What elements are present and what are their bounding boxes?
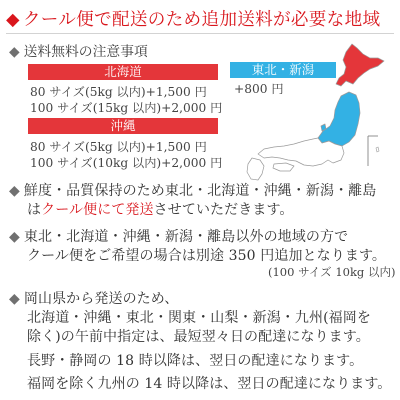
delivery-note-line2: 北海道・沖縄・東北・関東・山梨・新潟・九州(福岡を: [27, 310, 371, 326]
cool-delivery-highlight: クール便にて発送: [41, 202, 154, 218]
okinawa-badge: 沖縄: [28, 118, 218, 134]
diamond-bullet-icon: ◆: [9, 183, 20, 199]
delivery-note-line4: 長野・静岡の 18 時以降は、翌日の配達になります。: [27, 353, 364, 369]
delivery-note-line3: 除く)の午前中指定は、最短翌々日の配達になります。: [27, 329, 370, 345]
map-okinawa: [376, 147, 379, 152]
diamond-bullet-icon: ◆: [9, 229, 20, 245]
freshness-note-line2: はクール便にて発送させていただきます。: [27, 202, 294, 218]
map-kyushu: [247, 158, 264, 180]
delivery-note-line1: ◆ 岡山県から発送のため、: [9, 291, 179, 307]
map-honshu: [258, 138, 344, 166]
freshness-note-line1: ◆ 鮮度・品質保持のため東北・北海道・沖縄・新潟・離島: [9, 183, 377, 199]
map-tohoku-niigata: [318, 92, 360, 146]
tohoku-niigata-badge: 東北・新潟: [230, 62, 336, 78]
okinawa-rate-100: 100 サイズ(10kg 以内)+2,000 円: [30, 156, 223, 170]
page-title: [6, 6, 380, 31]
diamond-bullet-icon: ◆: [9, 291, 20, 307]
hokkaido-rate-100: 100 サイズ(15kg 以内)+2,000 円: [30, 101, 223, 115]
other-region-note-line2: クール便をご希望の場合は別途 350 円追加となります。: [27, 248, 387, 264]
hokkaido-rate-80: 80 サイズ(5kg 以内)+1,500 円: [30, 85, 207, 99]
other-region-note-line1: ◆ 東北・北海道・沖縄・新潟・離島以外の地域の方で: [9, 229, 349, 245]
okinawa-rate-80: 80 サイズ(5kg 以内)+1,500 円: [30, 140, 207, 154]
page-title-text: クール便で配送のため追加送料が必要な地域: [22, 10, 381, 30]
tohoku-niigata-price: +800 円: [234, 82, 284, 96]
diamond-bullet-icon: ◆: [9, 44, 20, 60]
diamond-bullet-icon: ◆: [6, 10, 20, 30]
hokkaido-badge: 北海道: [28, 64, 218, 80]
map-shikoku: [273, 163, 294, 171]
other-region-size-note: (100 サイズ 10kg 以内): [268, 265, 396, 279]
title-divider: [6, 33, 394, 34]
shipping-notes-heading-text: 送料無料の注意事項: [23, 44, 148, 60]
delivery-note-line5: 福岡を除く九州の 14 時以降は、翌日の配達になります。: [27, 376, 392, 392]
shipping-notes-heading: [9, 40, 148, 60]
map-hokkaido: [336, 44, 384, 86]
